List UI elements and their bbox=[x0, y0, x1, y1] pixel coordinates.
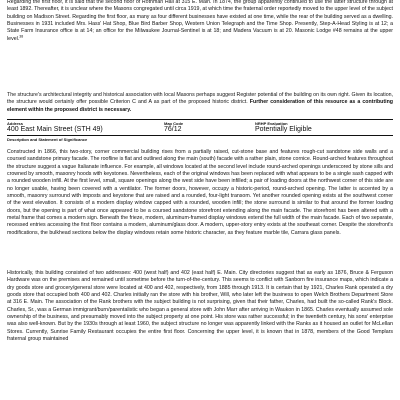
address-value: 400 East Main Street (STH 49) bbox=[7, 126, 103, 133]
p1-line-6: Telegraph and the Time Shop. Presently, Step-A-Head Styling is at 12; a State Farm Insurance office is at 14; an office bbox=[7, 21, 393, 35]
p1-line-2: the latter structure through at least 1892. Thereafter, it is unclear where the Masons congregated until circa 1919, bbox=[7, 0, 393, 13]
paragraph-history: Historically, this building consisted of two addresses: 400 (west half) and 402 (east half) E. Main. City directories suggest that as early as 1876, Bruce & Ferguson Hardware was on the premises and remained until sometime before the turn-of-the-century. This seems to conflict with Sanborn fire insurance maps, which indicate a dry goods store and grocery/general store were located at 400 and 402, respectively, from 1885 through 1913. It is certain that by 1921, Charles Rank operated a dry goods store that occupied both 400 and 402. Charles initially ran the store with his brother, Will, who later left the business to open Welch Brothers Department Store at 316 E. Main. The association of the Rank brothers with the subject building is not surprising, given that their father, Charles, had built the so-called Rank's Block. Charles, Sr., was a German immigrant/burn/parentalistic who began a general store with John Marr after arriving in Waukon in 1865. Charles eventually assumed sole ownership of the business, and presumably moved into the subject property at one point. His store was rather successful; in the twentieth century, his sons' enterprise was also well-known. But by the 1930s through at least 1960, the subject structure no longer was apparently linked with the Ranks as it housed an outlet for McLellan Stores. Currently, Sunrise Family Restaurant occupies the entire first floor. Concerning the upper level, it is known that in 1878, members of the Good Templars fraternal group maintained bbox=[7, 270, 393, 343]
p1-line-3: at which time the fraternal order reportedly moved to the upper level of the subject building on Madison Street. bbox=[7, 6, 393, 20]
map-code-value: 76/12 bbox=[164, 126, 182, 133]
evaluation-text: The structure's architectural integrity and historical association with local Masons perhaps suggest Register potential of the building on its own right. Given its location, the structure would certainly offer possible Criterion C and A as part of the proposed historic district. bbox=[7, 92, 393, 106]
paragraph-description: Constructed in 1866, this two-story, corner commercial building rises from a partially raised, cut-stone base and features rough-cut sandstone side walls and a coursed sandstone primary facade. The roofline is flat and outlined along the main (south) facade with a rather plain, stone cornice. Round-arched features throughout the structure suggest a vague Italianate influence. For example, all windows located at the second level include round-arched openings underscored by stone sills and crowned by smooth, masonry hoods with keystones. Nevertheless, each of the original windows has been replaced with what appears to be a single sash capped with a rounded wooden infill. At the first level, small, square openings along the west side have been infilled; a pair of loading doors at the northwest corner of this side are no longer usable, having been covered with a ventilator. The former doors, however, occupy a historic-period, round-arched opening. The latter is accented by a smooth, masonry surround with imposts and keystone that are raised and a rounded, four-light transom. Yet another rounded opening exists at the southwest corner of the west elevation. It consists of a modern display window capped with a rounded, wooden infill; the stone surround is similar to that around the former loading doors, but the opening is part of what once appeared to be a coursed sandstone storefront extending along the main facade. The storefront has been altered with a metal frame that comes a modern sign. Beneath the frieze, modern, aluminum-framed display windows extend the full width of the main facade. Each of two separate, recessed entries accessing the first floor contains a modern, aluminum/glass door. A modern, upper-story entry exists at the southeast corner. Despite the storefront's modifications, the bulkhead sections below the display windows retain some historic character, as they feature marble tile, Carrara glass panels. bbox=[7, 149, 394, 236]
nrhp-header: NRHP Evaluation bbox=[255, 121, 288, 126]
address-header: Address bbox=[7, 121, 24, 126]
table-top-rule bbox=[7, 119, 393, 120]
p1-line-1: Regarding the first floor, it is said that the second floor of Rothman Hall at 315 E. Main. In 1874, the group apparently continued to use bbox=[7, 0, 324, 5]
p1-line-5: served as a dwelling. Businesses in 1931 included Mrs. Hass' Hat Shop, Blue Bird Barber Shop, Western Union bbox=[7, 13, 394, 28]
evaluation-recommendation: Further consideration of this resource as a contributing element within the proposed district is necessary. bbox=[7, 99, 393, 113]
footnote-ref: 38 bbox=[19, 33, 24, 38]
p1-line-8: level. bbox=[7, 35, 20, 42]
paragraph-evaluation bbox=[7, 92, 393, 114]
p1-line-4: Regarding the first floor, as many as four different businesses have existed at one time, while the rear of the building bbox=[72, 13, 343, 20]
description-header: Description and Statement of Significance bbox=[7, 136, 88, 142]
p1-line-7: for the Milwaukee Journal-Sentinel is at 18; and Madera Vacuum is at 20. Masonic Lodge #48 remains at the upper bbox=[117, 28, 393, 35]
map-code-header: Map Code bbox=[164, 121, 184, 126]
paragraph-masons-history bbox=[7, 0, 393, 43]
nrhp-value: Potentially Eligible bbox=[255, 126, 312, 133]
survey-entry-table bbox=[7, 119, 393, 143]
